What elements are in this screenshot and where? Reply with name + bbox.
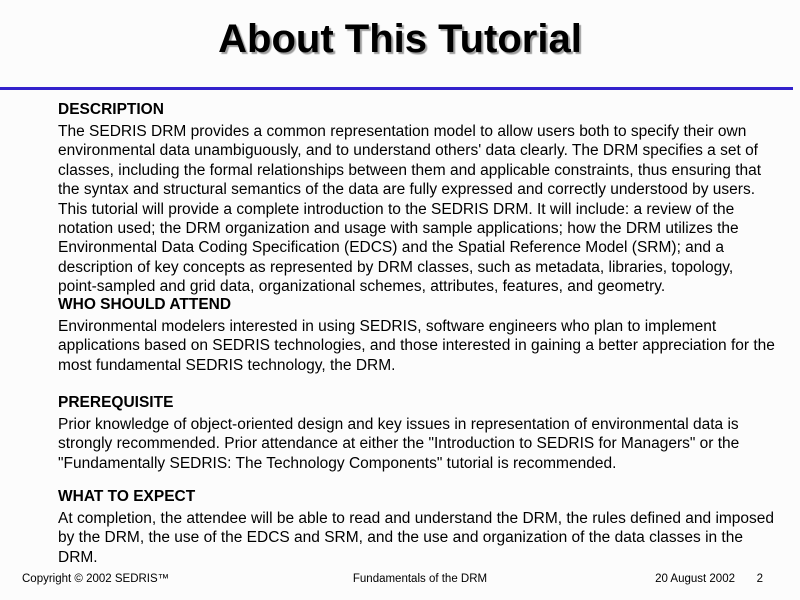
section-description-heading: DESCRIPTION [58,101,164,118]
section-prerequisite [58,393,776,473]
section-description-body: The SEDRIS DRM provides a common representation model to allow users both to specify their own environmental data unambiguously, and to understand others' data clearly. The DRM specifies a set of classes, including the formal relationships between them and applicable constraints, thus ensuring that the syntax and structural semantics of the data are fully expressed and correctly understood by users. This tutorial will provide a complete introduction to the SEDRIS DRM. It will include: a review of the notation used; the DRM organization and usage with sample applications; how the DRM utilizes the Environmental Data Coding Specification (EDCS) and the Spatial Reference Model (SRM); and a description of key concepts as represented by DRM classes, such as metadata, libraries, topology, point-sampled and grid data, organizational schemes, attributes, features, and geometry. [58,123,762,296]
section-prerequisite-body: Prior knowledge of object-oriented design and key issues in representation of environmental data is strongly recommended. Prior attendance at either the "Introduction to SEDRIS for Managers" or the "Fundamentally SEDRIS: The Technology Components" tutorial is recommended. [58,416,740,472]
footer-page-number: 2 [756,573,763,585]
section-what-to-expect [58,487,776,567]
section-what-to-expect-body: At completion, the attendee will be able to read and understand the DRM, the rules defined and imposed by the DRM, the use of the EDCS and SRM, and the use and organization of the data classes in the DRM. [58,510,775,566]
footer-date: 20 August 2002 [655,573,735,585]
section-who-should-attend-heading: WHO SHOULD ATTEND [58,296,232,313]
slide-title: About This Tutorial [218,17,582,61]
section-description [58,100,776,297]
section-prerequisite-heading: PREREQUISITE [58,394,174,411]
section-who-should-attend [58,295,776,375]
footer-deck-title: Fundamentals of the DRM [352,573,488,585]
slide-footer [0,572,800,592]
section-who-should-attend-body: Environmental modelers interested in using SEDRIS, software engineers who plan to implement applications based on SEDRIS technologies, and those interested in gaining a better appreciation for the most fundamental SEDRIS technology, the DRM. [58,318,775,374]
section-what-to-expect-heading: WHAT TO EXPECT [58,488,196,505]
footer-copyright: Copyright © 2002 SEDRIS™ [22,573,170,585]
